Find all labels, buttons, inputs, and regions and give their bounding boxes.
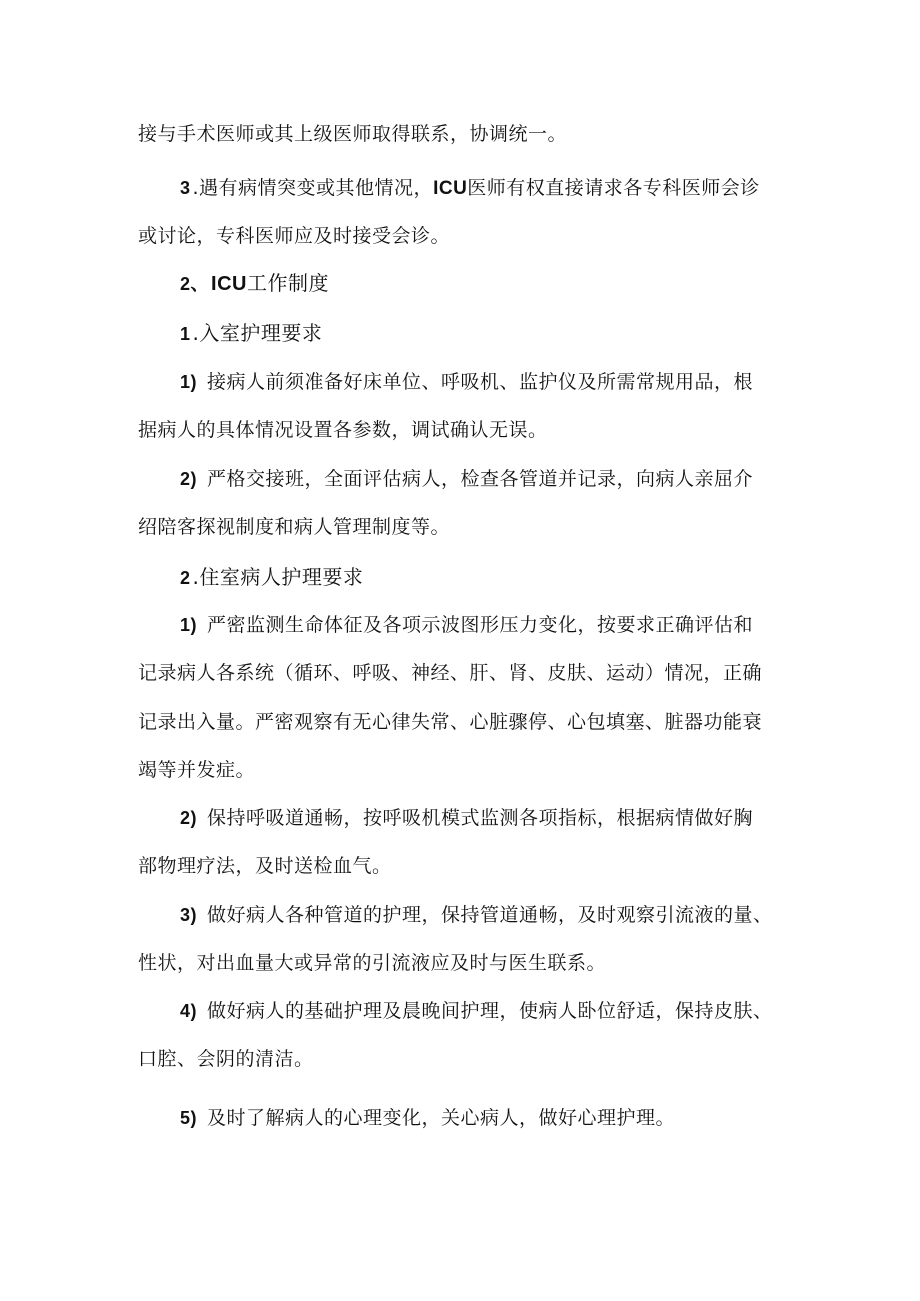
paragraph-line — [138, 758, 255, 782]
list-item-2 — [180, 467, 753, 491]
list-item-1 — [180, 613, 753, 637]
heading-text: 工作制度 — [246, 271, 329, 295]
paragraph-text: 接病人前须准备好床单位、呼吸机、监护仪及所需常规用品，根 — [207, 371, 754, 393]
abbreviation-icu: ICU — [211, 273, 247, 295]
item-number: 2) — [180, 469, 198, 489]
paragraph-line — [138, 951, 606, 975]
list-item-4 — [180, 999, 773, 1023]
paragraph-text: 严密监测生命体征及各项示波图形压力变化，按要求正确评估和 — [207, 614, 754, 636]
paragraph-text: 记录出入量。严密观察有无心律失常、心脏骤停、心包填塞、脏器功能衰 — [138, 711, 763, 733]
item-number: 2) — [180, 808, 198, 828]
item-number: 3) — [180, 905, 198, 925]
list-item-2 — [180, 806, 753, 830]
paragraph-text: 竭等并发症。 — [138, 759, 256, 781]
subsection-heading-admission — [180, 321, 322, 346]
paragraph-line — [138, 1047, 314, 1071]
paragraph-text: 接与手术医师或其上级医师取得联系，协调统一。 — [138, 123, 568, 145]
section-number: 2、 — [180, 274, 210, 294]
paragraph-continuation — [138, 122, 567, 146]
paragraph-line — [138, 224, 450, 248]
paragraph-text: 及时了解病人的心理变化，关心病人，做好心理护理。 — [207, 1107, 676, 1129]
item-number: 3 — [180, 178, 191, 198]
subsection-number: 1 — [180, 324, 191, 344]
paragraph-text: .遇有病情突变或其他情况， — [192, 177, 434, 199]
list-item-1 — [180, 370, 753, 394]
paragraph-text: 部物理疗法，及时送检血气。 — [138, 855, 392, 877]
paragraph-text: 或讨论，专科医师应及时接受会诊。 — [138, 225, 451, 247]
paragraph-text: 记录病人各系统（循环、呼吸、神经、肝、肾、皮肤、运动）情况，正确 — [138, 662, 763, 684]
paragraph-line — [138, 515, 450, 539]
paragraph-text: 做好病人各种管道的护理，保持管道通畅，及时观察引流液的量、 — [207, 904, 773, 926]
section-heading-icu-rules — [180, 271, 329, 296]
paragraph-line — [138, 854, 392, 878]
list-item-3 — [180, 903, 773, 927]
subsection-number: 2 — [180, 568, 191, 588]
heading-text: .住室病人护理要求 — [192, 565, 364, 589]
paragraph-item-3 — [180, 176, 760, 201]
item-number: 5) — [180, 1108, 198, 1128]
subsection-heading-inpatient — [180, 565, 363, 590]
heading-text: .入室护理要求 — [192, 321, 323, 345]
paragraph-text: 绍陪客探视制度和病人管理制度等。 — [138, 516, 451, 538]
paragraph-line — [138, 710, 762, 734]
paragraph-text: 性状，对出血量大或异常的引流液应及时与医生联系。 — [138, 952, 607, 974]
item-number: 4) — [180, 1001, 198, 1021]
list-item-5 — [180, 1106, 675, 1130]
paragraph-text: 口腔、会阴的清洁。 — [138, 1048, 314, 1070]
item-number: 1) — [180, 615, 198, 635]
paragraph-text: 医师有权直接请求各专科医师会诊 — [467, 177, 760, 199]
paragraph-text: 严格交接班，全面评估病人，检查各管道并记录，向病人亲屈介 — [207, 468, 754, 490]
abbreviation-icu: ICU — [433, 178, 468, 199]
paragraph-text: 据病人的具体情况设置各参数，调试确认无误。 — [138, 419, 548, 441]
paragraph-text: 做好病人的基础护理及晨晚间护理，使病人卧位舒适，保持皮肤、 — [207, 1000, 773, 1022]
paragraph-text: 保持呼吸道通畅，按呼吸机模式监测各项指标，根据病情做好胸 — [207, 807, 754, 829]
paragraph-line — [138, 418, 548, 442]
paragraph-line — [138, 661, 762, 685]
item-number: 1) — [180, 372, 198, 392]
